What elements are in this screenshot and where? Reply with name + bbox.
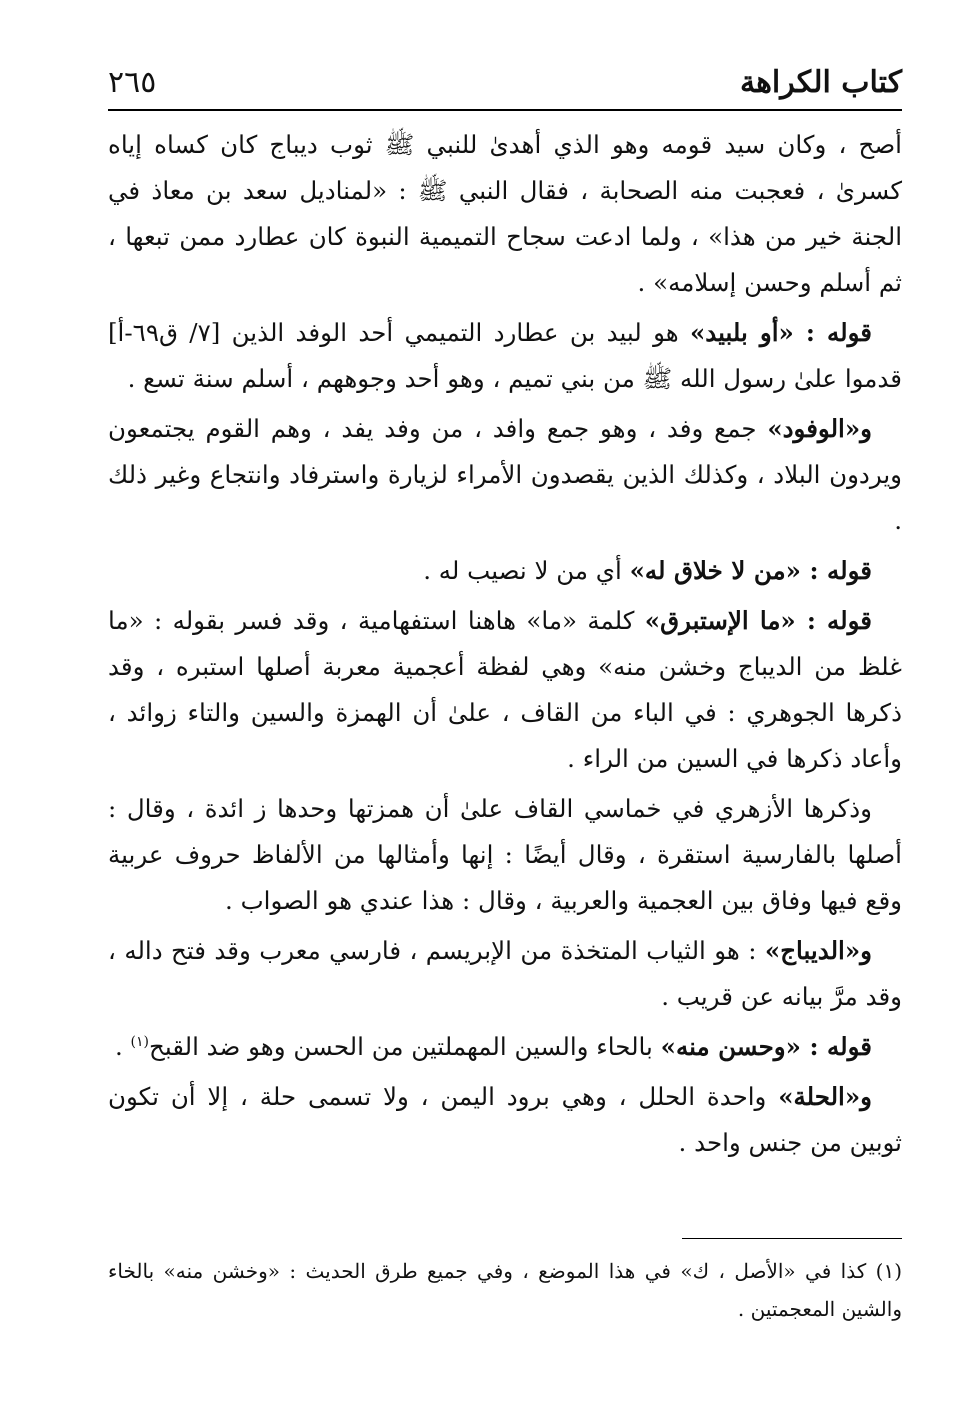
footnote-text: (١) كذا في «الأصل ، ك» في هذا الموضع ، وفي جميع طرق الحديث : «وخشن منه» بالخاء والشين المعجمتين .	[108, 1259, 902, 1321]
lemma-heading: قوله : «وحسن منه»	[660, 1032, 872, 1061]
lemma-heading: و«الوفود»	[767, 414, 872, 443]
paragraph-text: : هو الثياب المتخذة من الإبريسم ، فارسي معرب وقد فتح داله ، وقد مرَّ بيانه عن قريب .	[108, 936, 902, 1011]
paragraph	[108, 122, 902, 306]
paragraph	[108, 1024, 902, 1070]
lemma-heading: قوله : «ما الإستبرق»	[644, 606, 872, 635]
paragraph-text: هو لبيد بن عطارد التميمي أحد الوفد الذين [٧/ ق٦٩-أ] قدموا علىٰ رسول الله ﷺ من بني تميم ، وهو أحد وجوههم ، أسلم سنة تسع .	[108, 318, 902, 393]
paragraph	[108, 928, 902, 1020]
paragraph-text: واحدة الحلل ، وهي برود اليمن ، ولا تسمى حلة ، إلا أن تكون ثوبين من جنس واحد .	[108, 1082, 902, 1157]
lemma-heading: و«الديباج»	[764, 936, 872, 965]
lemma-heading: و«الحلة»	[778, 1082, 872, 1111]
lemma-heading: قوله : «من لا خلاق له»	[629, 556, 872, 585]
paragraph	[108, 786, 902, 924]
page-header	[108, 58, 902, 106]
footnotes	[108, 1252, 902, 1328]
lemma-heading: قوله : «أو بلبيد»	[689, 318, 872, 347]
paragraph-text: .	[114, 1032, 131, 1061]
main-text	[108, 122, 902, 1170]
paragraph-text: أصح ، وكان سيد قومه وهو الذي أهدىٰ للنبي ﷺ ثوب ديباج كان كساه إياه كسرىٰ ، فعجبت منه الصحابة ، فقال النبي ﷺ : «لمناديل سعد بن معاذ في الجنة خير من هذا» ، ولما ادعت سجاح التميمية النبوة كان عطارد ممن تبعها ، ثم أسلم وحسن إسلامه» .	[108, 130, 902, 297]
paragraph-text: جمع وفد ، وهو جمع وافد ، من وفد يفد ، وهم القوم يجتمعون ويردون البلاد ، وكذلك الذين يقصدون الأمراء لزيارة واسترفاد وانتجاع وغير ذلك .	[108, 414, 902, 535]
paragraph-text: أي من لا نصيب له .	[423, 556, 630, 585]
header-rule	[108, 109, 902, 111]
paragraph-text: كلمة «ما» هاهنا استفهامية ، وقد فسر بقوله : «ما غلظ من الديباج وخشن منه» وهي لفظة أعجمية معربة أصلها استبره ، وقد ذكرها الجوهري : في الباء من القاف ، علىٰ أن الهمزة والسين والتاء زوائد ، وأعاد ذكرها في السين من الراء .	[108, 606, 902, 773]
paragraph-text: وذكرها الأزهري في خماسي القاف علىٰ أن همزتها وحدها ز ائدة ، وقال : أصلها بالفارسية استقرة ، وقال أيضًا : إنها وأمثالها من الألفاظ حروف عربية وقع فيها وفاق بين العجمية والعربية ، وقال : هذا عندي هو الصواب .	[108, 794, 902, 915]
running-title: كتاب الكراهة	[740, 64, 902, 100]
footnote-separator	[682, 1238, 902, 1239]
page-number: ٢٦٥	[108, 64, 157, 100]
footnote-reference: (١)	[130, 1033, 150, 1050]
paragraph	[108, 1074, 902, 1166]
paragraph-text: بالحاء والسين المهملتين من الحسن وهو ضد القبح	[149, 1032, 661, 1061]
paragraph	[108, 548, 902, 594]
paragraph	[108, 406, 902, 544]
paragraph	[108, 598, 902, 782]
paragraph	[108, 310, 902, 402]
